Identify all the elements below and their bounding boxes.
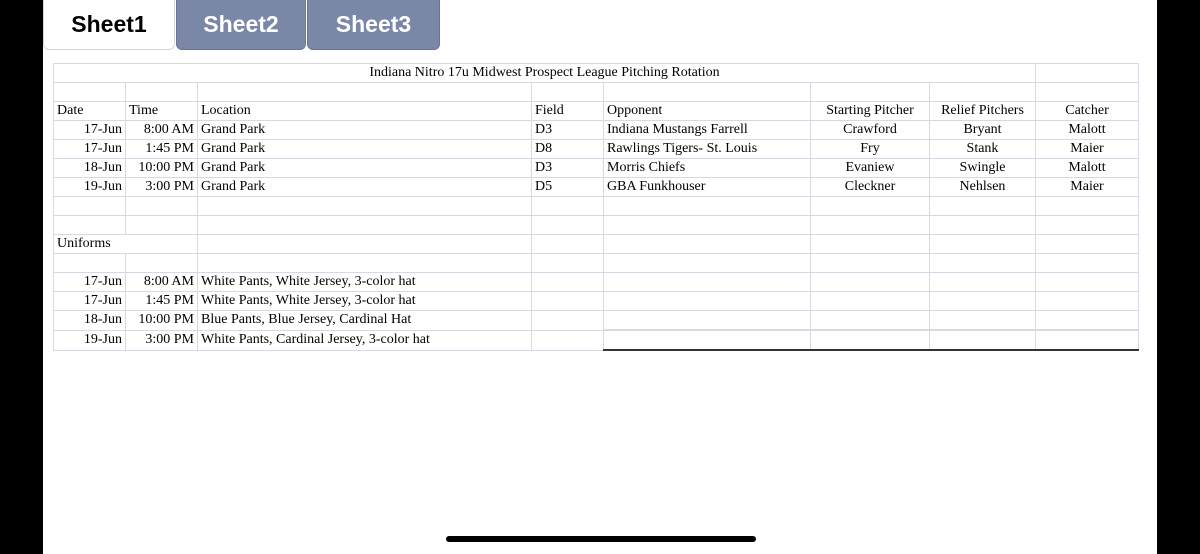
blank-row: [54, 254, 1139, 273]
blank-row: [54, 83, 1139, 102]
blank-row: [54, 197, 1139, 216]
header-date[interactable]: Date: [54, 102, 126, 121]
table-row: 18-Jun 10:00 PM Grand Park D3 Morris Chiefs Evaniew Swingle Malott: [54, 159, 1139, 178]
uniform-row: 17-Jun 8:00 AM White Pants, White Jersey, 3-color hat: [54, 273, 1139, 292]
sheet-tabs: [43, 0, 443, 50]
home-indicator[interactable]: [446, 536, 756, 542]
tab-sheet1[interactable]: Sheet1: [43, 0, 175, 50]
cell[interactable]: [1036, 64, 1139, 83]
header-location[interactable]: Location: [198, 102, 532, 121]
sheet-grid: [53, 63, 1139, 351]
blank-row: [54, 216, 1139, 235]
header-relief-pitchers[interactable]: Relief Pitchers: [930, 102, 1036, 121]
uniforms-label[interactable]: Uniforms: [54, 235, 198, 254]
header-opponent[interactable]: Opponent: [604, 102, 811, 121]
uniforms-label-row: [54, 235, 1139, 254]
table-row: 17-Jun 8:00 AM Grand Park D3 Indiana Mustangs Farrell Crawford Bryant Malott: [54, 121, 1139, 140]
title-row: [54, 64, 1139, 83]
uniform-row: 18-Jun 10:00 PM Blue Pants, Blue Jersey, Cardinal Hat: [54, 311, 1139, 331]
header-time[interactable]: Time: [126, 102, 198, 121]
table-row: 19-Jun 3:00 PM Grand Park D5 GBA Funkhouser Cleckner Nehlsen Maier: [54, 178, 1139, 197]
uniform-row: 19-Jun 3:00 PM White Pants, Cardinal Jersey, 3-color hat: [54, 330, 1139, 350]
spreadsheet-screen: [43, 0, 1157, 554]
tab-sheet3[interactable]: Sheet3: [307, 0, 440, 50]
sheet-title[interactable]: Indiana Nitro 17u Midwest Prospect League Pitching Rotation: [54, 64, 1036, 83]
uniform-row: 17-Jun 1:45 PM White Pants, White Jersey, 3-color hat: [54, 292, 1139, 311]
header-field[interactable]: Field: [532, 102, 604, 121]
table-row: 17-Jun 1:45 PM Grand Park D8 Rawlings Tigers- St. Louis Fry Stank Maier: [54, 140, 1139, 159]
header-catcher[interactable]: Catcher: [1036, 102, 1139, 121]
header-row: [54, 102, 1139, 121]
header-starting-pitcher[interactable]: Starting Pitcher: [811, 102, 930, 121]
pitching-rotation-table: [53, 63, 1139, 351]
tab-sheet2[interactable]: Sheet2: [176, 0, 306, 50]
